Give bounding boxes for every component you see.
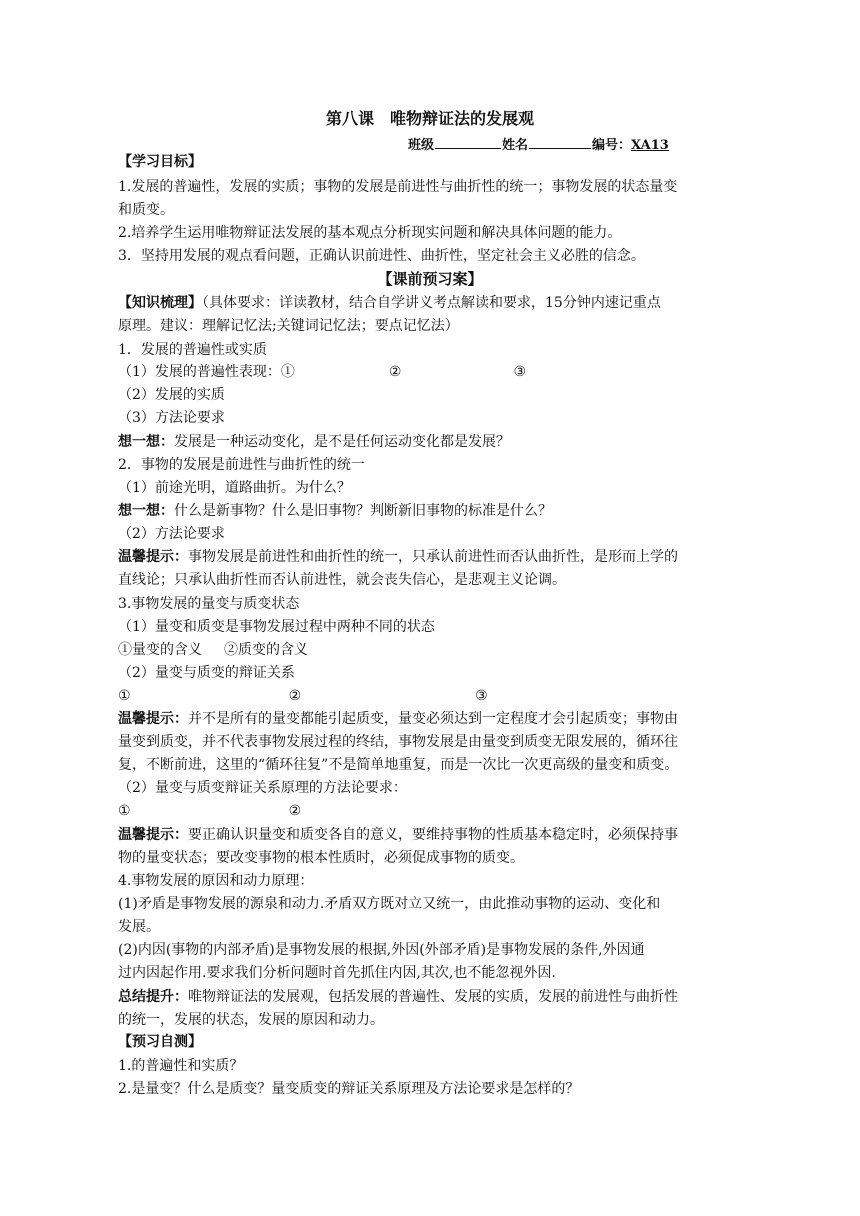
class-blank[interactable] [435,135,501,149]
objective-2: 2.培养学生运用唯物辩证法发展的基本观点分析现实问题和解决具体问题的能力。 [118,225,622,241]
objectives-heading: 【学习目标】 [118,154,202,170]
class-label: 班级 [408,138,435,153]
tip-3-text: 要正确认识量变和质变各自的意义，要维持事物的性质基本稳定时，必须保持事 [188,827,678,843]
summary-label: 总结提升： [118,989,188,1005]
tip-1-line-a [118,547,678,567]
section-3-3: （2）量变与质变辩证关系原理的方法论要求： [118,780,407,796]
tip-2-text: 并不是所有的量变都能引起质变，量变必须达到一定程度才会引起质变；事物由 [188,711,678,727]
section-4-heading: 4.事物发展的原因和动力原理： [118,873,314,889]
think-2-text: 什么是新事物？什么是旧事物？判断新旧事物的标准是什么？ [174,503,552,519]
name-blank[interactable] [529,135,591,149]
tip-3-line-b: 物的量变状态；要改变事物的根本性质时，必须促成事物的质变。 [118,850,524,866]
section-1-3: （3）方法论要求 [118,410,225,426]
knowledge-intro-b: 原理。建议：理解记忆法;关键词记忆法；要点记忆法） [118,318,459,334]
quantitative-change-meaning: ①量变的含义 [118,642,202,658]
section-3-1: （1）量变和质变是事物发展过程中两种不同的状态 [118,619,435,635]
selftest-question-1: 1.的普遍性和实质？ [118,1058,244,1074]
objective-3: 3．坚持用发展的观点看问题，正确认识前进性、曲折性，坚定社会主义必胜的信念。 [118,248,645,264]
section-3-1-items [118,640,308,660]
section-4-2-b: 过内因起作用.要求我们分析问题时首先抓住内因,其次,也不能忽视外因. [118,965,556,981]
section-2-1: （1）前途光明，道路曲折。为什么？ [118,480,351,496]
section-2-heading: 2．事物的发展是前进性与曲折性的统一 [118,457,365,473]
summary-line-a [118,987,678,1007]
number-label: 编号： [592,138,632,153]
tip-2-line-c: 复，不断前进，这里的“循环往复”不是简单地重复，而是一次比一次更高级的量变和质变。 [118,757,679,773]
knowledge-label: 【知识梳理】 [118,295,202,311]
blank-marker-2: ② [288,803,302,819]
blank-marker-3: ③ [475,688,488,704]
section-1-1 [118,362,526,382]
think-2 [118,501,552,521]
selftest-question-2: 2.是量变？什么是质变？量变质变的辩证关系原理及方法论要求是怎样的？ [118,1081,580,1097]
objective-1-line-a: 1.发展的普遍性，发展的实质；事物的发展是前进性与曲折性的统一；事物发展的状态量变 [118,179,678,195]
tip-2-label: 温馨提示： [118,711,188,727]
think-1-text: 发展是一种运动变化，是不是任何运动变化都是发展？ [174,434,510,450]
section-1-heading: 1．发展的普遍性或实质 [118,342,267,358]
think-1 [118,432,510,452]
section-4-1-a: (1)矛盾是事物发展的源泉和动力.矛盾双方既对立又统一，由此推动事物的运动、变化和 [118,896,661,912]
blank-marker-1: ① [118,803,131,819]
tip-2-line-b: 量变到质变，并不代表事物发展过程的终结，事物发展是由量变到质变无限发展的，循环往 [118,734,678,750]
tip-2-line-a [118,709,678,729]
page-title: 第八课 唯物辩证法的发展观 [325,109,534,128]
blank-marker-2: ② [388,364,402,380]
summary-line-b: 的统一，发展的状态，发展的原因和动力。 [118,1012,384,1028]
summary-text: 唯物辩证法的发展观，包括发展的普遍性、发展的实质，发展的前进性与曲折性 [188,989,678,1005]
knowledge-intro-text: （具体要求：详读教材，结合自学讲义考点解读和要求，15分钟内速记重点 [202,295,661,311]
qualitative-change-meaning: ②质变的含义 [224,642,308,658]
objective-1-line-b: 和质变。 [118,202,174,218]
selftest-heading: 【预习自测】 [118,1034,202,1050]
section-2-2: （2）方法论要求 [118,526,225,542]
section-1-1-text: （1）发展的普遍性表现：① [118,364,295,380]
section-3-2: （2）量变与质变的辩证关系 [118,665,295,681]
name-label: 姓名 [502,138,529,153]
section-3-heading: 3.事物发展的量变与质变状态 [118,596,300,612]
blank-marker-2: ② [288,688,302,704]
tip-3-line-a [118,825,678,845]
section-3-3-items [118,801,301,821]
blank-marker-3: ③ [513,364,527,380]
student-info-line [408,134,669,153]
section-4-1-b: 发展。 [118,919,160,935]
tip-3-label: 温馨提示： [118,827,188,843]
tip-1-text: 事物发展是前进性和曲折性的统一，只承认前进性而否认曲折性，是形而上学的 [188,549,678,565]
section-3-2-items [118,686,488,706]
knowledge-intro-a [118,293,661,313]
section-1-2: （2）发展的实质 [118,387,225,403]
think-2-label: 想一想： [118,503,174,519]
think-1-label: 想一想： [118,434,174,450]
document-number: XA13 [631,138,669,153]
tip-1-label: 温馨提示： [118,549,188,565]
preview-heading: 【课前预习案】 [377,270,483,288]
blank-marker-1: ① [118,688,131,704]
tip-1-line-b: 直线论；只承认曲折性而否认前进性，就会丧失信心，是悲观主义论调。 [118,572,566,588]
section-4-2-a: (2)内因(事物的内部矛盾)是事物发展的根据,外因(外部矛盾)是事物发展的条件,外因通 [118,942,645,958]
